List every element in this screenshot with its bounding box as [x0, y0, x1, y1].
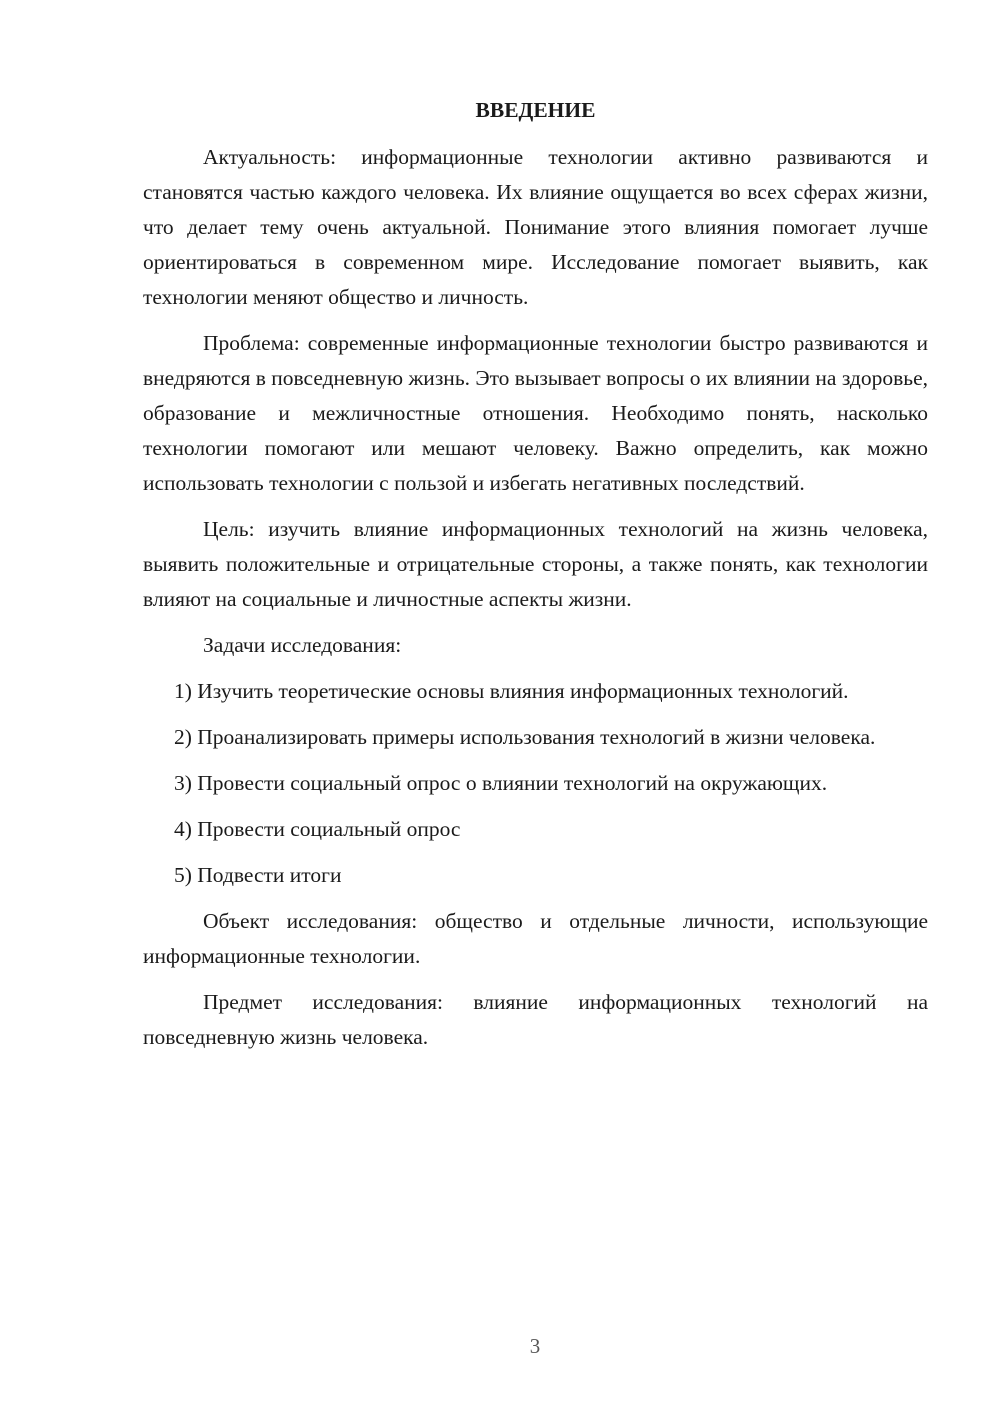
task-item: 5) Подвести итоги	[174, 863, 342, 887]
task-item: 2) Проанализировать примеры использования технологий в жизни человека.	[174, 725, 876, 749]
section-heading: ВВЕДЕНИЕ	[475, 98, 596, 122]
task-item: 4) Провести социальный опрос	[174, 817, 461, 841]
task-item: 1) Изучить теоретические основы влияния информационных технологий.	[174, 679, 849, 703]
paragraph-subject: Предмет исследования: влияние информационных технологий на повседневную жизнь человека.	[143, 990, 928, 1049]
paragraph-goal: Цель: изучить влияние информационных технологий на жизнь человека, выявить положительные и отрицательные стороны, а также понять, как технологии влияют на социальные и личностные аспекты жизни.	[143, 517, 928, 611]
paragraph-problem: Проблема: современные информационные технологии быстро развиваются и внедряются в повседневную жизнь. Это вызывает вопросы о их влиянии на здоровье, образование и межличностные отношения. Необходимо понять, насколько технологии помогают или мешают человеку. Важно определить, как можно использовать технологии с пользой и избегать негативных последствий.	[143, 331, 928, 495]
document-page	[143, 96, 928, 1066]
page-number: 3	[529, 1334, 541, 1358]
task-item: 3) Провести социальный опрос о влиянии технологий на окружающих.	[174, 771, 828, 795]
paragraph-object: Объект исследования: общество и отдельные личности, использующие информационные технологии.	[143, 909, 928, 968]
paragraph-relevance: Актуальность: информационные технологии активно развиваются и становятся частью каждого человека. Их влияние ощущается во всех сферах жизни, что делает тему очень актуальной. Понимание этого влияния помогает лучше ориентироваться в современном мире. Исследование помогает выявить, как технологии меняют общество и личность.	[143, 145, 928, 309]
paragraph-tasks-intro: Задачи исследования:	[203, 633, 402, 657]
